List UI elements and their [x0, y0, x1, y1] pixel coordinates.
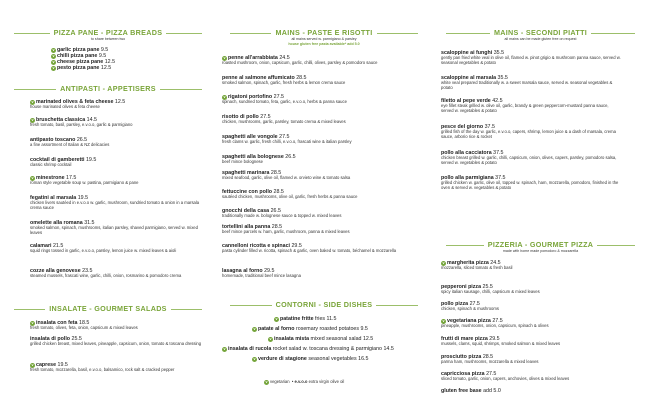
menu-item-description: fresh tomato, mozzarella, basil, e.v.o.o, balsamico, rock salt & cracked pepper	[30, 367, 175, 372]
menu-item	[222, 189, 402, 200]
menu-item-title: omelette alla romana	[30, 220, 83, 226]
menu-item-description: house marinated olives & feta cheese	[30, 104, 100, 109]
side-dish-price: rosemary roasted potatoes 9.5	[295, 326, 368, 332]
menu-item-price: 26.5	[285, 154, 296, 160]
menu-item-title: pollo pizza	[441, 301, 469, 307]
menu-item	[222, 94, 402, 105]
side-dish-item	[252, 356, 368, 362]
menu-item-description: smoked salmon, spinach, mushrooms, italian parsley, shaved parmigiano, served w. mixed leaves	[30, 225, 198, 235]
menu-item-price: 19.5	[77, 195, 89, 201]
menu-item-description: fresh tomato, olives, feta, onion, capsicum & mixed leaves	[30, 325, 138, 330]
menu-item	[222, 154, 402, 165]
menu-item-price: 29.5	[291, 243, 302, 249]
vegetarian-icon: v	[265, 380, 268, 384]
side-dish-price: seasonal vegetables 16.5	[308, 356, 369, 362]
menu-item-title: penne all'arrabbiata	[228, 55, 278, 61]
menu-item-description: grilled fish of the day w. garlic, e.v.o.o, capers, shrimp, lemon juice & a dash of marsala, crema sauce, arborio rice & rocket	[441, 129, 616, 139]
menu-item-description: fresh clams w. garlic, fresh chilli, e.v.o.o, frascati wine & italian parsley	[222, 139, 352, 144]
menu-item-description: parma ham, mushrooms, mozzarella & mixed leaves	[441, 359, 539, 364]
menu-item-price: 29.5	[489, 336, 500, 342]
menu-item	[222, 114, 402, 125]
menu-item-title: pollo alla parmigiana	[441, 175, 494, 181]
menu-item-description: eye fillet steak grilled w. olive oil, garlic, brandy & green peppercorn-mustard panna sauce, served w. vegetables & potato	[441, 103, 609, 113]
menu-item-price: 37.5	[493, 150, 504, 156]
side-dish-name: verdure di stagione	[258, 356, 307, 362]
menu-item	[222, 208, 402, 219]
menu-item	[30, 117, 210, 128]
section-header-insalate: INSALATE - GOURMET SALADS	[0, 304, 216, 313]
menu-item-title: insalata con feta	[36, 320, 78, 326]
menu-item-title: minestrone	[36, 175, 65, 181]
side-dish-name: insalata mista	[274, 336, 310, 342]
menu-item-price: 27.5	[486, 371, 497, 377]
menu-item-description: pineapple, mushrooms, onion, capsicum, spinach & olives	[441, 323, 549, 328]
menu-item-title: spaghetti marinara	[222, 170, 270, 176]
menu-item-title: pepperoni pizza	[441, 284, 482, 290]
vegetarian-icon: v	[52, 54, 55, 58]
menu-item-title: caprese	[36, 362, 57, 368]
menu-item	[441, 175, 621, 191]
menu-item	[441, 75, 621, 91]
menu-item-description: classic shrimp cocktail	[30, 162, 72, 167]
menu-item	[441, 50, 621, 66]
menu-item-price: 19.5	[85, 157, 97, 163]
menu-item-title: vegetariana pizza	[447, 318, 491, 324]
menu-item-title: marinated olives & feta cheese	[36, 99, 114, 105]
vegetarian-icon: v	[31, 176, 34, 180]
menu-item-price: 24.5	[279, 55, 290, 61]
menu-item	[30, 243, 210, 254]
menu-item-title: insalata di pollo	[30, 336, 71, 342]
menu-item-price: 9.5	[98, 53, 107, 59]
menu-item-title: cheese pizza pane	[57, 59, 104, 65]
section-header-antipasti: ANTIPASTI - APPETISERS	[0, 84, 216, 93]
section-header-contorni: CONTORNI - SIDE DISHES	[216, 300, 432, 309]
menu-item	[30, 268, 210, 279]
menu-item-description: roman style vegetable soup w. pastina, parmigiano & pane	[30, 180, 139, 185]
menu-item	[30, 320, 210, 331]
menu-item-price: add 5.0	[483, 388, 501, 394]
menu-item	[441, 98, 621, 114]
menu-item-title: scaloppine ai funghi	[441, 50, 493, 56]
side-dish-name: patatine fritte	[280, 316, 314, 322]
legend: v vegetarian • e.v.o.o extra virgin olive oil	[265, 379, 345, 384]
side-dish-item	[252, 326, 368, 332]
menu-item	[30, 157, 210, 168]
vegetarian-icon: v	[31, 363, 34, 367]
menu-item	[30, 362, 210, 373]
section-subtitle-gluten-free: house gluten free pasta available* add 5.0	[288, 41, 360, 46]
vegetarian-icon: v	[253, 327, 256, 331]
menu-item	[441, 260, 621, 271]
menu-item	[222, 224, 402, 235]
menu-item-title: margherita pizza	[447, 260, 489, 266]
menu-item-title: cocktail di gamberetti	[30, 157, 85, 163]
menu-item-price: 31.5	[84, 220, 95, 226]
menu-item-price: 28.5	[482, 354, 494, 360]
menu-item-description: chicken, spinach & mushrooms	[441, 306, 499, 311]
menu-item-name	[441, 388, 621, 394]
menu-item-price: 12.5	[104, 59, 116, 65]
menu-item	[441, 124, 621, 140]
side-dish-name: patate al forno	[258, 326, 295, 332]
menu-item-title: antipasto toscano	[30, 137, 76, 143]
menu-item-title: cannelloni ricotta e spinaci	[222, 243, 290, 249]
menu-item	[441, 354, 621, 365]
menu-item-title: filetto al pepe verde	[441, 98, 491, 104]
menu-item-description: mixed seafood, garlic, olive oil, flamed w. orvieto wine & tomato salsa	[222, 175, 351, 180]
vegetarian-icon: v	[442, 319, 445, 323]
menu-item-price: 37.5	[484, 124, 495, 130]
section-subtitle-pizza-pane: to share between two	[90, 37, 126, 41]
menu-item	[441, 388, 621, 394]
menu-item	[30, 195, 210, 211]
menu-item-price: 28.5	[271, 224, 283, 230]
menu-item-price: 12.5	[100, 65, 112, 71]
menu-item	[30, 220, 210, 236]
menu-item-title: spaghetti alle vongole	[222, 134, 278, 140]
side-dish-price: rocket salad w. toscana dressing & parmigiano 14.5	[272, 346, 394, 352]
menu-item-price: 23.5	[82, 268, 93, 274]
vegetarian-icon: v	[31, 100, 34, 104]
side-dish-item	[268, 336, 373, 342]
menu-item-price: 27.5	[469, 301, 480, 307]
menu-item	[441, 150, 621, 166]
menu-item-price: 27.5	[279, 134, 290, 140]
menu-item-title: lasagna al forno	[222, 268, 263, 274]
menu-item	[222, 243, 402, 254]
side-dish-item	[222, 346, 394, 352]
side-dish-price: mixed seasonal salad 12.5	[310, 336, 374, 342]
menu-item	[222, 268, 402, 279]
menu-item-price: 14.5	[86, 117, 97, 123]
menu-item	[51, 65, 201, 71]
section-subtitle-mains-paste: all mains served w. parmigiano & parsley	[291, 37, 357, 41]
menu-item-price: 28.5	[270, 170, 282, 176]
menu-item-title: gluten free base	[441, 388, 482, 394]
menu-item-description: gently pan fried white veal in olive oil, flamed w. pinot grigio & mushroom panna sauce, served w. seasonal vegetables & potato	[441, 55, 621, 65]
menu-item-price: 27.5	[273, 94, 284, 100]
menu-item-title: chilli pizza pane	[57, 53, 98, 59]
menu-item-description: fresh tomato, basil, parsley, e.v.o.o, garlic & parmigiano	[30, 122, 133, 127]
menu-item-title: spaghetti alla bolognese	[222, 154, 284, 160]
section-header-mains-paste: MAINS - PASTE E RISOTTI	[216, 28, 432, 37]
menu-item-description: homemade, traditional beef mince lasagna	[222, 273, 301, 278]
menu-item-description: beef mince bolognese	[222, 159, 263, 164]
vegetarian-icon: v	[31, 118, 34, 122]
vegetarian-icon: v	[223, 95, 226, 99]
menu-item-description: sautéed chicken, mushrooms, olive oil, garlic, fresh herbs & panna sauce	[222, 194, 358, 199]
menu-item-price: 35.5	[493, 50, 505, 56]
section-subtitle-secondi: all mains can be made gluten free on request	[504, 37, 577, 41]
menu-item	[222, 170, 402, 181]
menu-item	[222, 55, 402, 66]
menu-item	[30, 175, 210, 186]
menu-item-price: 21.5	[52, 243, 64, 249]
vegetarian-icon: v	[52, 60, 55, 64]
menu-item-title: scaloppine al marsala	[441, 75, 497, 81]
menu-item-description: mozzarella, sliced tomato & fresh basil	[441, 265, 513, 270]
vegetarian-icon: v	[52, 48, 55, 52]
menu-item-price: 19.5	[57, 362, 68, 368]
menu-item-description: sliced tomato, garlic, onion, capers, anchovies, olives & mixed leaves	[441, 376, 570, 381]
menu-item	[441, 318, 621, 329]
menu-item-title: garlic pizza pane	[57, 47, 100, 53]
menu-item-price: 26.5	[76, 137, 88, 143]
menu-item-price: 25.5	[482, 284, 493, 290]
menu-item-title: prosciutto pizza	[441, 354, 482, 360]
menu-item-title: gnocchi della casa	[222, 208, 270, 214]
section-header-pizza-pane: PIZZA PANE - PIZZA BREADS	[0, 28, 216, 37]
menu-item	[441, 301, 621, 312]
menu-item-price: 28.5	[273, 189, 284, 195]
menu-item	[30, 336, 210, 347]
menu-item-description: chicken livers sautéed in e.v.o.o w. garlic, mushroom, sundried tomato & onion in a marsala crema sauce	[30, 200, 200, 210]
menu-item-title: frutti di mare pizza	[441, 336, 488, 342]
vegetarian-icon: v	[223, 56, 226, 60]
side-dish-item	[274, 316, 336, 322]
menu-item-price: 35.5	[497, 75, 508, 81]
menu-item	[441, 371, 621, 382]
menu-item-price: 25.5	[71, 336, 82, 342]
menu-item-title: penne al salmone affumicato	[222, 75, 295, 81]
menu-item-price: 26.5	[270, 208, 281, 214]
menu-item-price: 28.5	[296, 75, 307, 81]
menu-item-title: calamari	[30, 243, 52, 249]
vegetarian-icon: v	[253, 357, 256, 361]
menu-item-name	[51, 65, 201, 71]
menu-item	[222, 134, 402, 145]
menu-item-description: smoked salmon, spinach, garlic, fresh herbs & lemon crema sauce	[222, 80, 346, 85]
section-header-pizzeria: PIZZERIA - GOURMET PIZZA	[432, 240, 649, 249]
menu-item-price: 9.5	[100, 47, 109, 53]
menu-item-description: mussels, clams, squid, shrimps, smoked salmon & mixed leaves	[441, 341, 561, 346]
menu-item-description: spinach, sundried tomato, feta, garlic, e.v.o.o, herbs & panna sauce	[222, 99, 347, 104]
section-header-secondi: MAINS - SECONDI PIATTI	[432, 28, 649, 37]
menu-item-title: fettuccine con pollo	[222, 189, 273, 195]
menu-item	[222, 75, 402, 86]
side-dish-price: fries 11.5	[315, 316, 337, 322]
menu-item-title: pesto pizza pane	[57, 65, 100, 71]
menu-item-title: rigatoni portofino	[228, 94, 273, 100]
menu-item-description: grilled chicken w. garlic, olive oil, topped w. spinach, ham, mozzarella, pomodoro, finished in the oven & served w. vegetables & potato	[441, 180, 619, 190]
menu-item-price: 29.5	[264, 268, 275, 274]
menu-item-title: fegatini al marsala	[30, 195, 77, 201]
menu-item-title: cozze alla genovese	[30, 268, 81, 274]
vegetarian-icon: v	[442, 261, 445, 265]
menu-item	[30, 137, 210, 148]
menu-item-title: tortellini alla panna	[222, 224, 271, 230]
menu-item-price: 17.5	[66, 175, 77, 181]
menu-item-title: bruschetta classica	[36, 117, 86, 123]
vegetarian-icon: v	[52, 66, 55, 70]
menu-item-description: a fine assortment of Italian & NZ delicacies	[30, 142, 110, 147]
menu-item-description: white veal prepared traditionally w. a sweet marsala sauce, served w. seasonal vegetables & potato	[441, 80, 613, 90]
vegetarian-icon: v	[31, 321, 34, 325]
menu-item-description: steamed mussels, frascati wine, garlic, chilli, onion, rosmarino & pomodoro crema	[30, 273, 182, 278]
menu-item-price: 37.5	[495, 175, 506, 181]
menu-item-price: 18.5	[79, 320, 90, 326]
menu-item-description: spicy italian sausage, chilli, capsicum & mixed leaves	[441, 289, 540, 294]
menu-item-title: pollo alla cacciatora	[441, 150, 492, 156]
menu-item-title: pesce del giorno	[441, 124, 484, 130]
menu-item-description: squid rings tossed in garlic, e.v.o.o, parsley, lemon juice w. mixed leaves & aioli	[30, 248, 177, 253]
menu-item-price: 12.5	[114, 99, 126, 105]
menu-item-description: chicken, mushrooms, garlic, parsley, tomato crema & mixed leaves	[222, 119, 346, 124]
menu-item-description: pasta cylinder filled w. ricotta, spinach & garlic, oven baked w. tomato, béchamel & mozzarella	[222, 248, 397, 253]
vegetarian-icon: v	[269, 337, 272, 341]
menu-item	[441, 284, 621, 295]
menu-item-price: 27.5	[260, 114, 271, 120]
menu-item	[30, 99, 210, 110]
menu-item-description: traditionally made w. bolognese sauce & topped w. mixed leaves	[222, 213, 342, 218]
side-dish-name: insalata di rucola	[228, 346, 272, 352]
menu-item-description: beef mince parcels w. ham, garlic, mushroom, panna & mixed leaves	[222, 229, 350, 234]
menu-item-description: grilled chicken breast, mixed leaves, pineapple, capsicum, onion, tomato & toscana dressing	[30, 341, 202, 346]
vegetarian-icon: v	[223, 347, 226, 351]
vegetarian-icon: v	[275, 317, 278, 321]
menu-item-description: roasted mushroom, onion, capsicum, garlic, chilli, olives, parsley & pomodoro sauce	[222, 60, 378, 65]
menu-item-title: capricciosa pizza	[441, 371, 485, 377]
menu-item-price: 27.5	[492, 318, 503, 324]
section-subtitle-pizzeria: made with home made pomodoro & mozzarella	[502, 249, 579, 253]
menu-item-price: 42.5	[492, 98, 503, 104]
menu-item-price: 24.5	[490, 260, 501, 266]
menu-item-title: risotto di pollo	[222, 114, 259, 120]
menu-item-description: chicken breast grilled w. garlic, chilli, capsicum, onion, olives, capers, parsley, pomodoro salsa, served w. vegetables & potato	[441, 155, 617, 165]
menu-item	[441, 336, 621, 347]
